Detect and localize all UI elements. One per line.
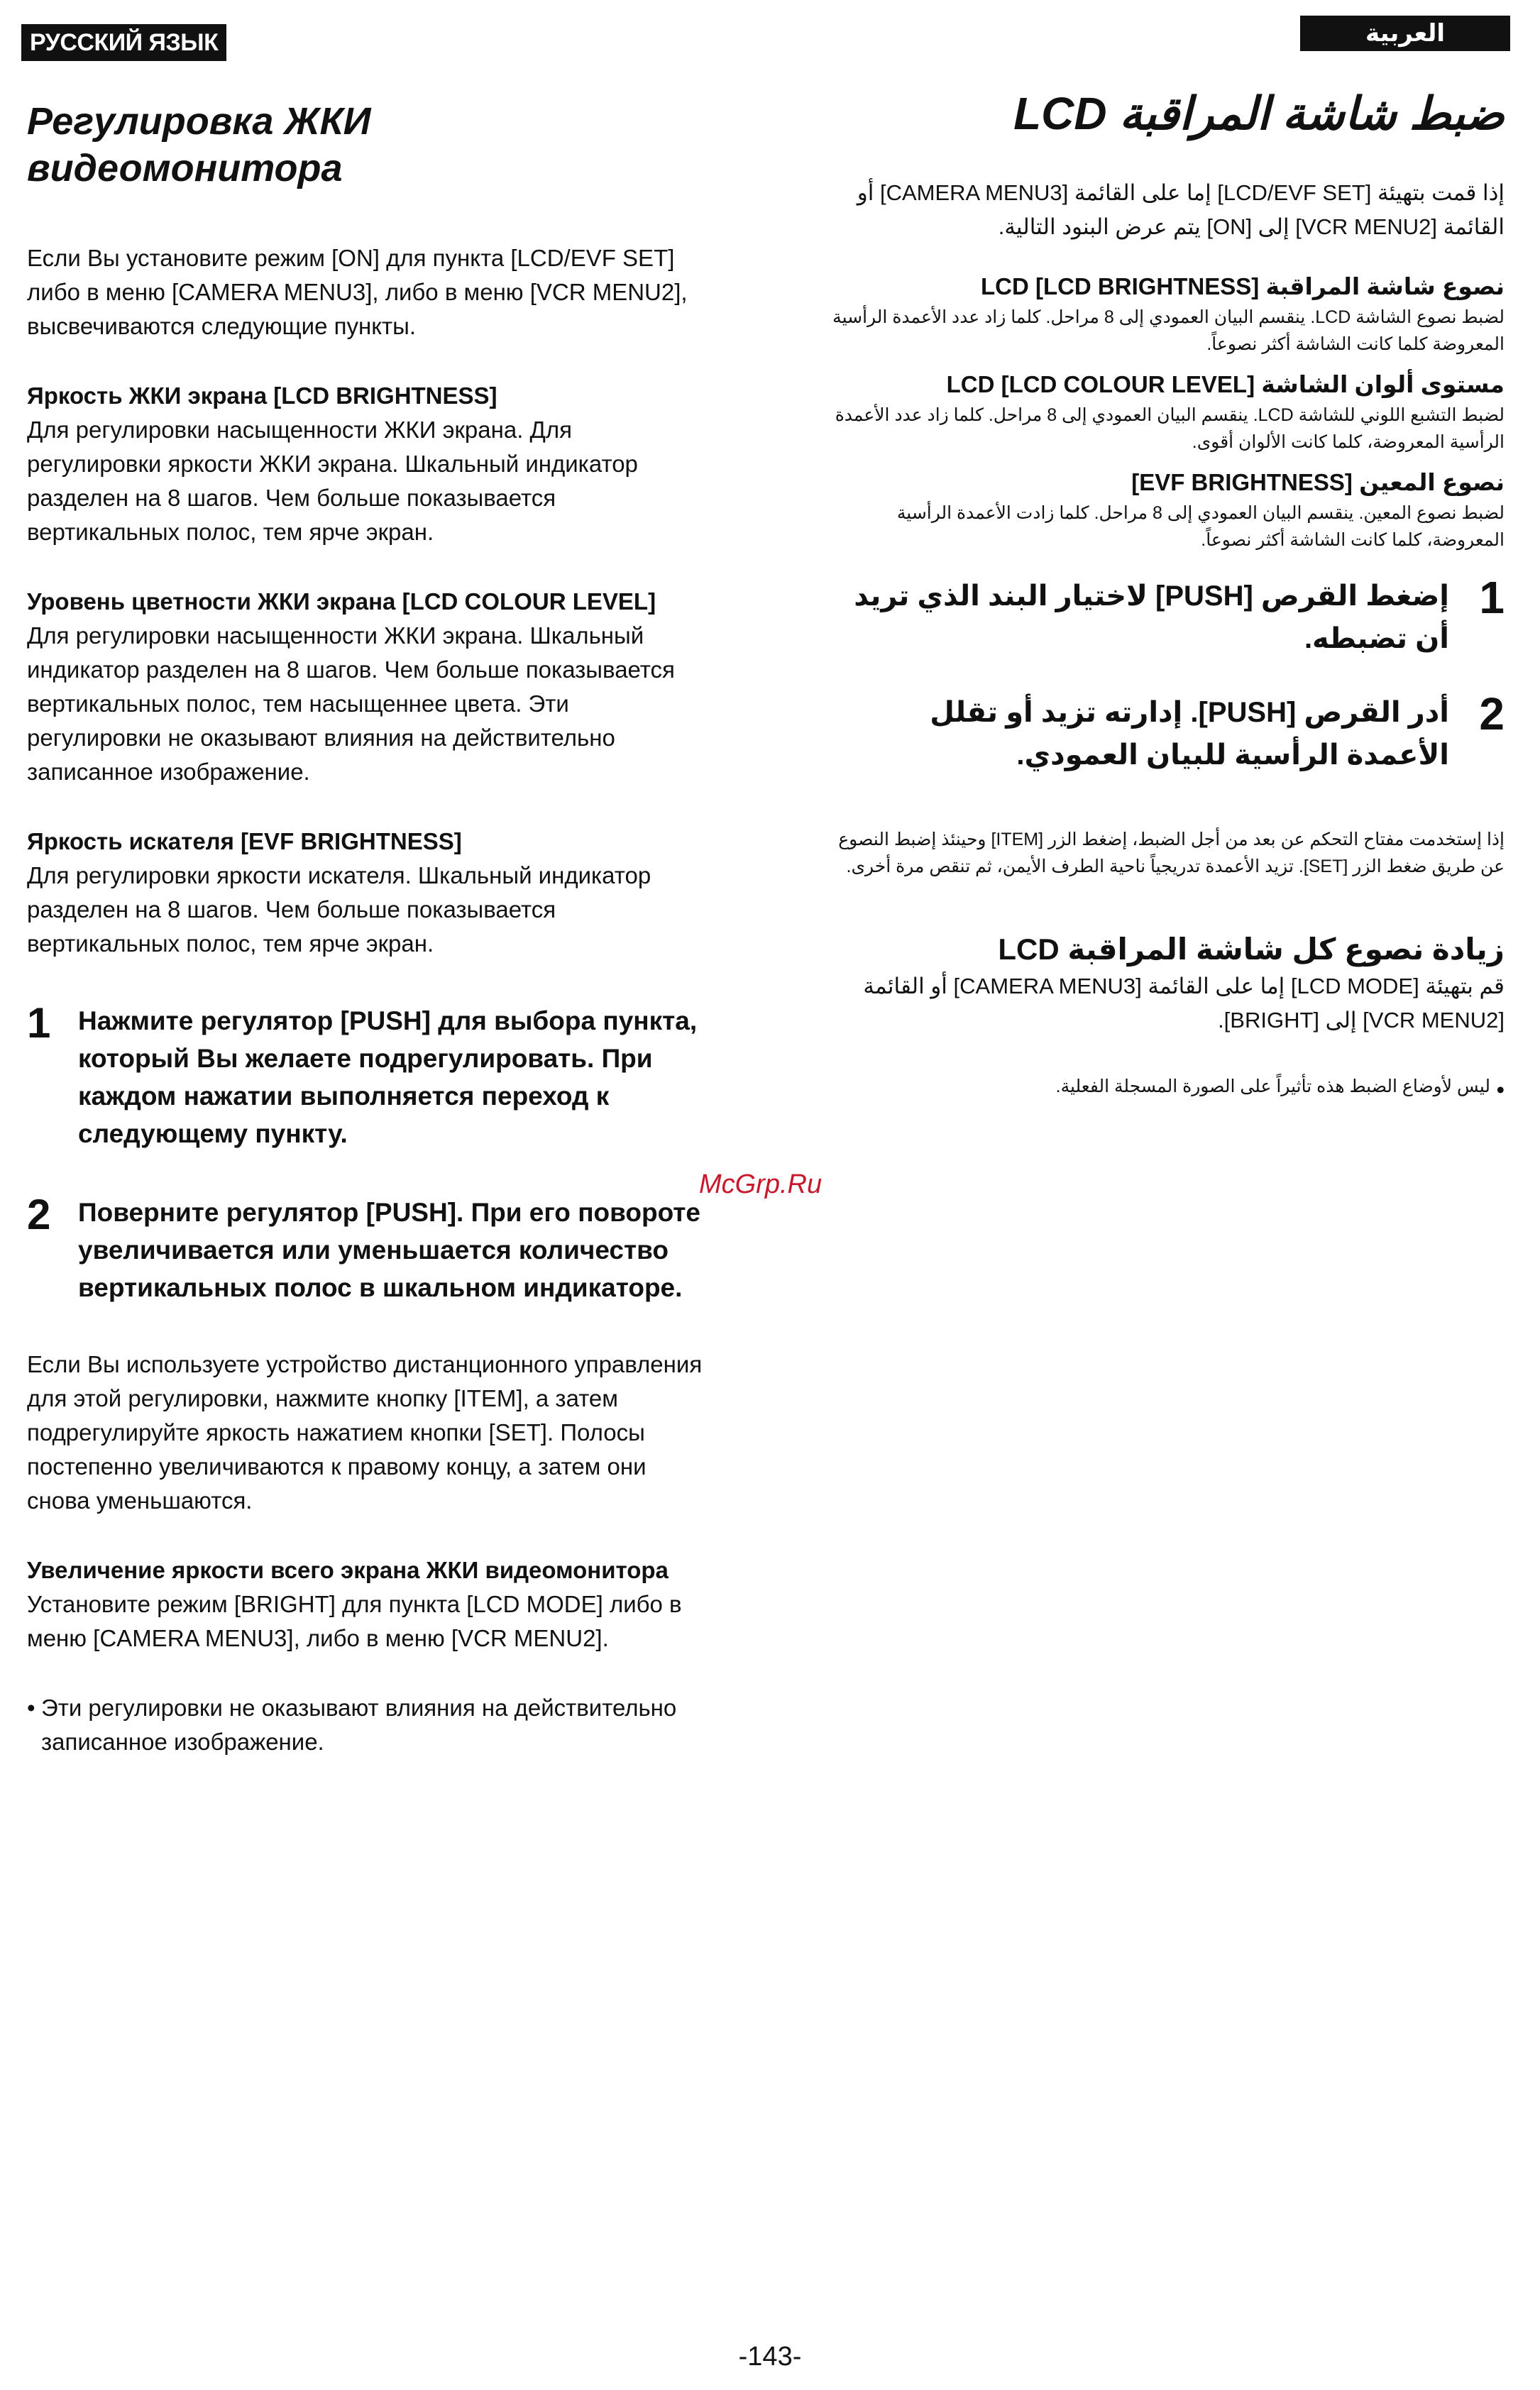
- step-number: 1: [1479, 572, 1505, 623]
- russian-title: [27, 98, 708, 192]
- russian-column: [27, 98, 708, 1759]
- section-heading: نصوع شاشة المراقبة LCD [LCD BRIGHTNESS]: [980, 273, 1505, 299]
- section-heading: نصوع المعين [EVF BRIGHTNESS]: [1131, 469, 1505, 495]
- section-text: لضبط نصوع المعين. ينقسم البيان العمودي إلى 8 مراحل. كلما زادت الأعمدة الرأسية المعروضة، كلما كانت الشاشة أكثر نصوعاً.: [896, 503, 1505, 550]
- arabic-intro: إذا قمت بتهيئة [LCD/EVF SET] إما على القائمة [CAMERA MENU3] أو القائمة [VCR MENU2] إلى [ON] يتم عرض البنود التالية.: [857, 180, 1505, 239]
- step-text: Поверните регулятор [PUSH]. При его повороте увеличивается или уменьшается количество вертикальных полос в шкальном индикаторе.: [78, 1198, 700, 1302]
- russian-step-1: [27, 999, 708, 1152]
- arabic-language-label: العربية: [1300, 16, 1510, 51]
- watermark: McGrp.Ru: [699, 1169, 823, 1199]
- arabic-column: [823, 85, 1505, 1107]
- step-text: Нажмите регулятор [PUSH] для выбора пункта, который Вы желаете подрегулировать. При каждом нажатии выполняется переход к следующему пункту.: [78, 1006, 698, 1148]
- section-heading: Яркость ЖКИ экрана [LCD BRIGHTNESS]: [27, 382, 497, 409]
- arabic-remote-note: إذا إستخدمت مفتاح التحكم عن بعد من أجل الضبط، إضغط الزر [ITEM] وحينئذ إضبط النصوع عن طريق ضغط الزر [SET]. تزيد الأعمدة تدريجياً ناحية الطرف الأيمن، ثم تنقص مرة أخرى.: [838, 830, 1505, 876]
- section-text: قم بتهيئة [LCD MODE] إما على القائمة [CAMERA MENU3] أو القائمة [VCR MENU2] إلى [BRIGHT].: [863, 974, 1505, 1032]
- step-text: أدر القرص [PUSH]. إدارته تزيد أو تقلل الأعمدة الرأسية للبيان العمودي.: [930, 697, 1449, 771]
- page-number: -143-: [738, 2342, 802, 2372]
- section-text: لضبط التشبع اللوني للشاشة LCD. ينقسم البيان العمودي إلى 8 مراحل. كلما زاد عدد الأعمدة الرأسية المعروضة، كلما كانت الألوان أقوى.: [835, 405, 1505, 452]
- bullet-text: Эти регулировки не оказывают влияния на действительно записанное изображение.: [41, 1695, 677, 1755]
- section-text: Для регулировки насыщенности ЖКИ экрана. Шкальный индикатор разделен на 8 шагов. Чем больше показывается вертикальных полос, тем насыщеннее цвета. Эти регулировки не оказывают влияния на действительно записанное изображение.: [27, 622, 675, 785]
- section-text: Для регулировки яркости искателя. Шкальный индикатор разделен на 8 шагов. Чем больше показывается вертикальных полос, тем ярче экран.: [27, 862, 651, 957]
- arabic-section-evf-brightness: [823, 466, 1505, 554]
- russian-bullet-note: [27, 1691, 708, 1759]
- russian-remote-note: Если Вы используете устройство дистанционного управления для этой регулировки, нажмите кнопку [ITEM], а затем подрегулируйте яркость нажатием кнопки [SET]. Полосы постепенно увеличиваются к правому концу, а затем они снова уменьшаются.: [27, 1351, 703, 1514]
- arabic-section-bright-mode: [823, 930, 1505, 1037]
- section-text: لضبط نصوع الشاشة LCD. ينقسم البيان العمودي إلى 8 مراحل. كلما زاد عدد الأعمدة الرأسية المعروضة كلما كانت الشاشة أكثر نصوعاً.: [832, 307, 1505, 354]
- section-heading: مستوى ألوان الشاشة LCD [LCD COLOUR LEVEL]: [946, 371, 1505, 397]
- step-number: 2: [1479, 688, 1505, 739]
- russian-section-bright-mode: [27, 1553, 708, 1656]
- arabic-title: ضبط شاشة المراقبة LCD: [1013, 88, 1505, 139]
- section-text: Установите режим [BRIGHT] для пункта [LCD MODE] либо в меню [CAMERA MENU3], либо в меню [VCR MENU2].: [27, 1591, 682, 1651]
- russian-step-2: [27, 1191, 708, 1306]
- russian-intro: Если Вы установите режим [ON] для пункта [LCD/EVF SET] либо в меню [CAMERA MENU3], либо в меню [VCR MENU2], высвечиваются следующие пункты.: [27, 245, 688, 339]
- step-number: 2: [27, 1191, 51, 1238]
- arabic-step-1: [823, 572, 1505, 660]
- arabic-step-2: [823, 688, 1505, 776]
- russian-title-line2: видеомонитора: [27, 147, 343, 189]
- section-heading: زيادة نصوع كل شاشة المراقبة LCD: [998, 932, 1505, 966]
- section-heading: Уровень цветности ЖКИ экрана [LCD COLOUR LEVEL]: [27, 588, 656, 615]
- arabic-section-lcd-colour-level: [823, 368, 1505, 456]
- bullet-icon: •: [1496, 1076, 1505, 1103]
- russian-section-lcd-brightness: [27, 379, 708, 549]
- section-text: Для регулировки насыщенности ЖКИ экрана. Для регулировки яркости ЖКИ экрана. Шкальный индикатор разделен на 8 шагов. Чем больше показывается вертикальных полос, тем ярче экран.: [27, 417, 638, 545]
- russian-section-evf-brightness: [27, 825, 708, 961]
- russian-language-label: РУССКИЙ ЯЗЫК: [21, 24, 226, 61]
- bullet-text: ليس لأوضاع الضبط هذه تأثيراً على الصورة المسجلة الفعلية.: [1055, 1076, 1490, 1096]
- arabic-bullet-note: [823, 1073, 1505, 1107]
- section-heading: Увеличение яркости всего экрана ЖКИ видеомонитора: [27, 1557, 669, 1583]
- step-number: 1: [27, 999, 51, 1047]
- bullet-icon: •: [27, 1695, 35, 1721]
- section-heading: Яркость искателя [EVF BRIGHTNESS]: [27, 828, 462, 854]
- arabic-section-lcd-brightness: [823, 270, 1505, 358]
- russian-title-line1: Регулировка ЖКИ: [27, 100, 371, 143]
- russian-section-lcd-colour-level: [27, 585, 708, 789]
- step-text: إضغط القرص [PUSH] لاختيار البند الذي تريد أن تضبطه.: [854, 580, 1449, 654]
